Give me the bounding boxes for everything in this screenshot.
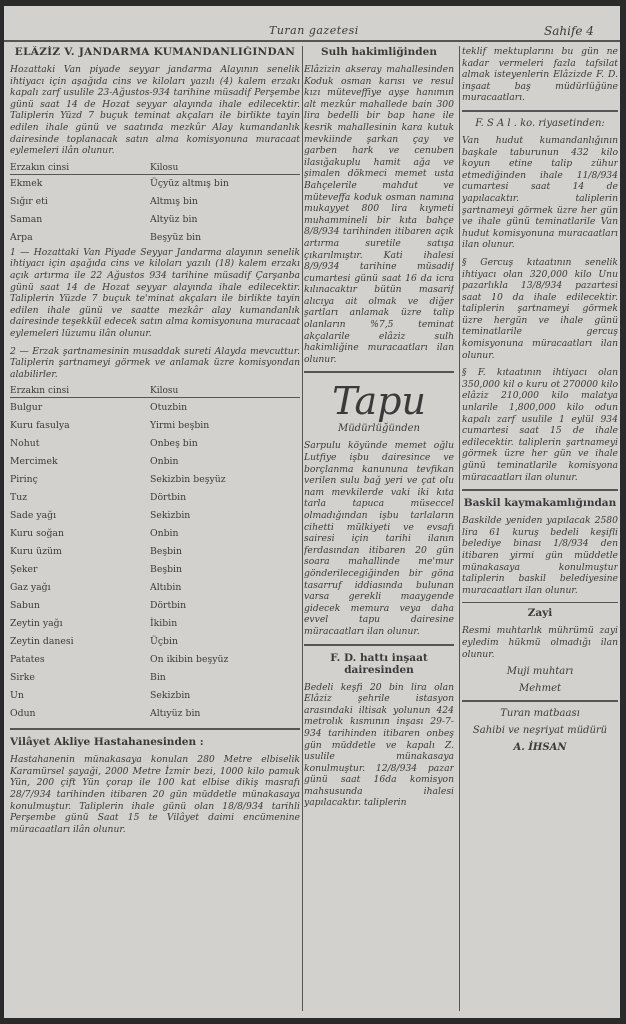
table-cell: Sekizbin — [150, 689, 191, 701]
table-cell: Beşbin — [150, 545, 183, 557]
notice-title: F. D. hattı inşaat dairesinden — [330, 651, 428, 676]
table-cell: Gaz yağı — [10, 581, 51, 593]
table-cell: Altıyüz bin — [150, 707, 201, 719]
notice-paragraph: Baskilde yeniden yapılacak 2580 lira 61 kuruş bedeli keşifli belediye binası 1/8/934 den itibaren yirmi gün müddetle münakasaya konulmuştur taliplerin baskil belediyesine muracaatları ilan olunur. — [462, 515, 618, 596]
table-row — [10, 560, 300, 578]
footer-line: Turan matbaası — [500, 708, 580, 720]
provisions-table — [10, 163, 300, 247]
table-cell: Odun — [10, 707, 36, 719]
notice-paragraph: Sarpulu köyünde memet oğlu Lutfiye işbu dairesince ve borçlanma kanununa tevfikan verilen sulu bağ yeri ve çat olu nam mevkilerde vaki iki kıta tarla tapuca müseccel olmadığından işbu tarlaların cihetti mülkiyeti ve evsafı sairesi için tarihi ilanın ferdasından itibaren 20 gün soara mahallinde me'mur gönderilecegiğinden bir göna tasarruf iddiasında bulunan varsa gerekli maaygende gidecek memura veya daha evvel tapu dairesine müracaatları ilan olunur. — [304, 440, 454, 637]
table-row — [10, 524, 300, 542]
table-row — [10, 452, 300, 470]
table-row — [10, 650, 300, 668]
table-cell: Onbin — [150, 455, 179, 467]
notice-paragraph: 1 — Hozattaki Van Piyade Seyyar Jandarma alayının senelik ihtiyacı için aşağıda cins ve kiloları yazılı (18) kalem erzakı açık artırma ile 22 Ağustos 934 tarihine müsadif Çarşanba günü saat 14 de Hozat seyyar alayında ihale edilecektir. Taliplerin Yüzde 7 buçuk te'minat akçaları ile birlikte tayin edilen ihale günü ve saatte mezkâr alay kumandanlık dairesinde teşekkül edecek satın alma komisyonuna muracaat eylemeleri lüzumu ilân olunur. — [10, 246, 300, 339]
table-cell: Kuru soğan — [10, 527, 64, 539]
table-row — [10, 668, 300, 686]
table-header: Erzakın cinsi — [10, 163, 150, 175]
notice-title: Vilâyet Akliye Hastahanesinden : — [10, 736, 204, 749]
table-cell: Otuzbin — [150, 401, 188, 413]
section-rule — [462, 602, 618, 603]
table-cell: İkibin — [150, 617, 178, 629]
table-cell: Altmış bin — [150, 196, 198, 208]
page-header — [4, 6, 620, 42]
section-rule — [462, 110, 618, 112]
table-cell: Zeytin danesi — [10, 635, 74, 647]
notice-paragraph: § F. kıtaatının ihtiyacı olan 350,000 kil o kuru ot 270000 kilo elâziz 210,000 kilo malatya unlarile 1,800,000 kilo odun kapalı zarf usulile 1 eylül 934 cumartesi saat 15 de ihale edilecektir. taliplerin şartnameyi görmek üzre her gün ve ihale günü teminatlarile komisyona müracaatları ilan olunur. — [462, 367, 618, 483]
table-cell: Arpa — [10, 232, 33, 244]
newspaper-page — [4, 6, 620, 1018]
table-cell: Onbin — [150, 527, 179, 539]
table-row — [10, 229, 300, 247]
table-row — [10, 488, 300, 506]
section-rule — [10, 728, 300, 730]
table-cell: Üçbin — [150, 635, 178, 647]
table-cell: Nohut — [10, 437, 40, 449]
section-rule — [462, 700, 618, 702]
notice-title: Zayi — [527, 607, 553, 620]
table-cell: Kuru fasulya — [10, 419, 70, 431]
notice-paragraph: § Gercuş kıtaatının senelik ihtiyacı olan 320,000 kilo Unu pazarlıkla 13/8/934 pazartesi saat 10 da ihale edilecektir. taliplerin şartnameyi görmek üzre hergün ve ihale günü teminatlarile gercuş komisyonuna müracaatları ilan olunur. — [462, 256, 618, 361]
table-cell: Pirinç — [10, 473, 38, 485]
table-cell: Dörtbin — [150, 491, 187, 503]
table-row — [10, 193, 300, 211]
notice-title: ELÂZİZ V. JANDARMA KUMANDANLIĞINDAN — [14, 46, 296, 58]
table-cell: Dörtbin — [150, 599, 187, 611]
page-number: Sahife 4 — [544, 24, 594, 38]
column-divider — [302, 46, 303, 1011]
notice-paragraph: Hastahanenin münakasaya konulan 280 Metre elbiselik Karamürsel şayaği, 2000 Metre İzmir bezi, 1000 kilo pamuk Yün, 200 çift Yün çorap ile 100 kat elbise dikiş masrafı 28/7/934 tarihinden itibaren 20 gün müddetle münakasaya konulmuştur. Taliplerin ihale günü olan 18/8/934 tarihli Perşembe günü Saat 15 te Vilâyet daimi encümenine müracaatları ilân olunur. — [10, 754, 300, 835]
table-cell: Bulgur — [10, 401, 43, 413]
signature-name: Mehmet — [518, 683, 562, 695]
table-header: Kilosu — [150, 386, 300, 398]
notice-paragraph: Van hudut kumandanlığının başkale taburunun 432 kilo koyun etine talip zühur etmediğinden ihale 11/8/934 cumartesi saat 14 de yapılacaktır. taliplerin şartnameyi görmek üzre her gün ve ihale günü teminatlarile Van hudut komisyonuna muracaatları ilan olunur. — [462, 134, 618, 251]
table-row — [10, 632, 300, 650]
table-row — [10, 614, 300, 632]
notice-paragraph: Hozattaki Van piyade seyyar jandarma Alayının senelik ihtiyacı için aşağıda cins ve kiloları yazılı (4) kalem erzakı kapalı zarf usulile 23-Ağustos-934 tarihine müsadif Perşembe günü saat 14 de Hozat seyyar alayında ihale edilecektir. Taliplerin Yüzd 7 buçuk teminat akçaları ile birlikte tayin edilen ihale günü ve saatında mezkûr Alay kumandanlık dairesinde toplanacak satın alma komisyonuna muracaat eylemeleri ilân olunur. — [10, 64, 300, 157]
table-cell: Sirke — [10, 671, 35, 683]
table-cell: Beşyüz bin — [150, 232, 202, 244]
footer-line: Sahibi ve neşriyat müdürü — [472, 725, 608, 737]
table-cell: Patates — [10, 653, 45, 665]
footer-line: A. İHSAN — [513, 742, 567, 754]
tapu-subheading: Müdürlüğünden — [338, 423, 420, 435]
notice-paragraph: Resmi muhtarlık mührümü zayi eyledim hükmü olmadığı ilan olunur. — [462, 625, 618, 660]
table-cell: Sığır eti — [10, 196, 48, 208]
table-cell: Sade yağı — [10, 509, 57, 521]
table-row — [10, 542, 300, 560]
table-header: Kilosu — [150, 163, 300, 175]
table-cell: Onbeş bin — [150, 437, 198, 449]
table-cell: Sabun — [10, 599, 40, 611]
table-row — [10, 416, 300, 434]
table-row — [10, 704, 300, 722]
provisions-table — [10, 386, 300, 722]
column-divider — [459, 46, 460, 1011]
table-row — [10, 686, 300, 704]
notice-paragraph: Elâzizin akseray mahallesinden Koduk osman karısı ve resul kızı müteveffiye ayşe hanımın alt mezkûr mahallede bain 300 lira bedelli bir bap hane ile kesrik mahallesinin kara kutuk mevkiinde şarkan çay ve garben hark ve cenuben ilasığakuplu hamit ağa ve şimalen dökmeci memet usta Bahçelerile mahdut ve müteveffa koduk osman namına mukayyet 800 lira kıymeti muhammineli bir kıta bahçe 8/8/934 tarihinden itibaren açık artırma suretile satışa çıkarılmıştır. Kati ihalesi 8/9/934 tarihine müsadif cumartesi günü saat 16 da icra kılınacaktır bütün masarif alıcıya ait olmak ve diğer şartları anlamak üzre talip olanların %7,5 teminat akçalarile elâziz sulh hakimliğine muracaatları ilan olunur. — [304, 64, 454, 365]
table-cell: Sekizbin beşyüz — [150, 473, 226, 485]
table-cell: Ekmek — [10, 178, 43, 190]
table-row — [10, 211, 300, 229]
newspaper-title: Turan gazetesi — [269, 24, 359, 37]
section-rule — [304, 644, 454, 646]
notice-title: Sulh hakimliğinden — [321, 46, 437, 58]
table-cell: Yirmi beşbin — [150, 419, 210, 431]
section-rule — [462, 489, 618, 491]
notice-title: F. S A l . ko. riyasetinden: — [475, 117, 605, 129]
table-row — [10, 506, 300, 524]
tapu-heading: Tapu — [332, 379, 426, 424]
table-row — [10, 470, 300, 488]
table-cell: Mercimek — [10, 455, 58, 467]
table-cell: Un — [10, 689, 24, 701]
table-cell: Kuru üzüm — [10, 545, 62, 557]
signature-title: Muji muhtarı — [506, 666, 574, 678]
table-cell: Sekizbin — [150, 509, 191, 521]
table-cell: Zeytin yağı — [10, 617, 63, 629]
table-cell: Altyüz bin — [150, 214, 198, 226]
table-row — [10, 578, 300, 596]
table-header: Erzakın cinsi — [10, 386, 150, 398]
table-cell: Saman — [10, 214, 43, 226]
notice-paragraph: Bedeli keşfi 20 bin lira olan Elâziz şehrile istasyon arasındaki iltisak yolunun 424 metrolık kısmının inşası 29-7-934 tarihinden itibaren onbeş gün müddetle ve kapalı Z. usulile münakasaya konulmuştur. 12/8/934 pazar günü saat 16da komisyon mahsusunda ihalesi yapılacaktır. taliplerin — [304, 681, 454, 809]
column-right — [462, 46, 618, 1016]
table-cell: Beşbin — [150, 563, 183, 575]
section-rule — [304, 371, 454, 373]
notice-paragraph: 2 — Erzak şartnamesinin musaddak sureti Alayda mevcuttur. Taliplerin şartnameyi görmek ve anlamak üzre komisyondan alabilirler. — [10, 345, 300, 380]
notice-title: Baskil kaymakamlığından — [463, 497, 617, 510]
notice-paragraph: teklif mektuplarını bu gün ne kadar vermeleri fazla tafsilat almak isteyenlerin Elâzizde F. D. inşaat baş müdürlüğüne muracaatları. — [462, 46, 618, 104]
column-left — [10, 46, 300, 1016]
table-cell: Tuz — [10, 491, 28, 503]
table-row — [10, 398, 300, 417]
table-row — [10, 596, 300, 614]
table-cell: Bin — [150, 671, 166, 683]
table-cell: On ikibin beşyüz — [150, 653, 229, 665]
table-cell: Altıbin — [150, 581, 182, 593]
table-row — [10, 174, 300, 193]
column-middle — [304, 46, 454, 1016]
table-cell: Üçyüz altmış bin — [150, 178, 229, 190]
table-row — [10, 434, 300, 452]
table-cell: Şeker — [10, 563, 38, 575]
